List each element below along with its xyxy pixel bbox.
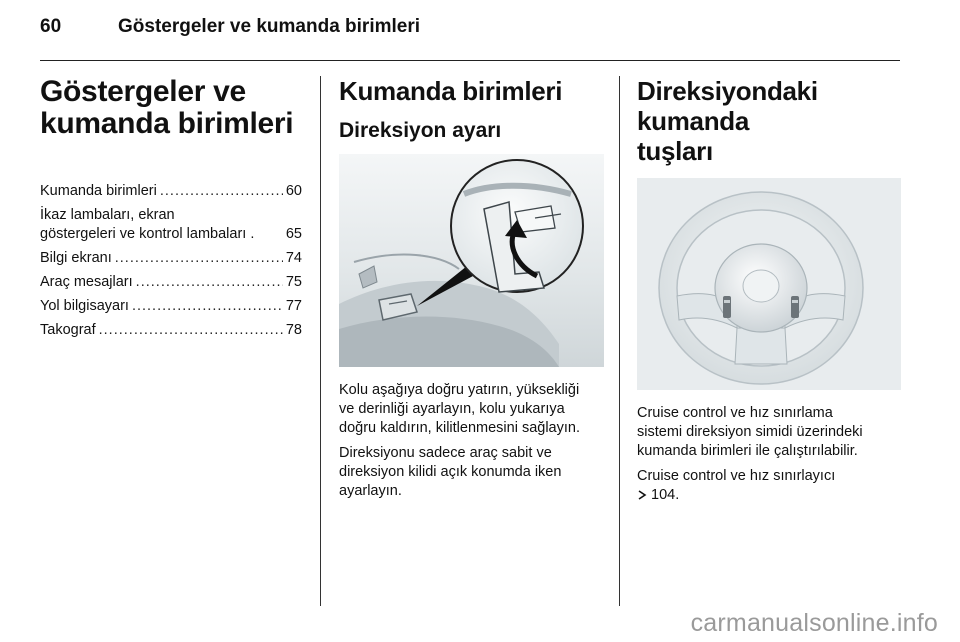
toc-item-vehicle-messages[interactable] [40,273,302,292]
toc-item-tachograph[interactable] [40,321,302,340]
toc-item-label: İkaz lambaları, ekran [40,207,175,223]
toc-item-warning-lights[interactable] [40,206,302,244]
reference-page-link[interactable]: 104. [651,487,680,503]
toc-item-label: Takograf [40,322,96,338]
steering-adjust-illustration [339,154,604,367]
chapter-column [40,76,302,345]
toc-item-controls[interactable] [40,182,302,201]
steering-controls-title [637,76,901,166]
toc-item-label-continued: göstergeleri ve kontrol lambaları . [40,226,255,242]
steering-controls-column [637,76,901,511]
subsection-title-steering-adjust: Direksiyon ayarı [339,119,502,142]
paragraph-line: Cruise control ve hız sınırlama [637,405,833,421]
toc-item-trip-computer[interactable] [40,297,302,316]
chapter-title-line-2: kumanda birimleri [40,107,294,140]
toc-item-page: 74 [285,250,302,266]
toc-item-label: Bilgi ekranı [40,250,112,266]
toc-item-page: 65 [285,226,302,242]
table-of-contents [40,182,302,340]
section-title: Kumanda birimleri [339,76,563,106]
toc-item-page: 78 [285,322,302,338]
toc-item-page: 75 [285,274,302,290]
paragraph-line: ve derinliği ayarlayın, kolu yukarıya [339,401,565,417]
toc-item-label: Kumanda birimleri [40,183,157,199]
paragraph-line: kumanda birimleri ile çalıştırılabilir. [637,443,858,459]
toc-item-page: 60 [285,183,302,199]
column-divider-2 [619,76,620,606]
steering-wheel-illustration [637,178,901,390]
paragraph-line: sistemi direksiyon simidi üzerindeki [637,424,863,440]
steering-adjust-caution [339,444,604,501]
paragraph-line: Cruise control ve hız sınırlayıcı [637,468,836,484]
paragraph-line: doğru kaldırın, kilitlenmesini sağlayın. [339,420,580,436]
paragraph-line: Direksiyonu sadece araç sabit ve [339,445,552,461]
header-divider [40,60,900,61]
toc-leader-dots [132,297,283,316]
page-number: 60 [40,16,62,37]
toc-leader-dots [115,249,283,268]
steering-adjust-column [339,76,604,507]
title-line: Direksiyondaki kumanda [637,76,818,136]
toc-item-page: 77 [285,298,302,314]
title-line: tuşları [637,136,713,166]
toc-item-info-display[interactable] [40,249,302,268]
steering-adjust-instructions [339,381,604,438]
steering-controls-description [637,404,901,461]
toc-item-label: Yol bilgisayarı [40,298,129,314]
column-divider-1 [320,76,321,606]
chapter-title-line-1: Göstergeler ve [40,75,246,108]
running-header-title: Göstergeler ve kumanda birimleri [118,16,421,37]
paragraph-line: Kolu aşağıya doğru yatırın, yüksekliği [339,382,580,398]
toc-leader-dots [99,321,283,340]
paragraph-line: ayarlayın. [339,483,402,499]
page-reference-arrow-icon [637,490,647,500]
toc-leader-dots [160,182,283,201]
watermark: carmanualsonline.info [690,609,938,637]
cruise-control-reference [637,467,901,505]
paragraph-line: direksiyon kilidi açık konumda iken [339,464,562,480]
toc-item-label: Araç mesajları [40,274,133,290]
toc-leader-dots [136,273,283,292]
chapter-title [40,76,302,140]
